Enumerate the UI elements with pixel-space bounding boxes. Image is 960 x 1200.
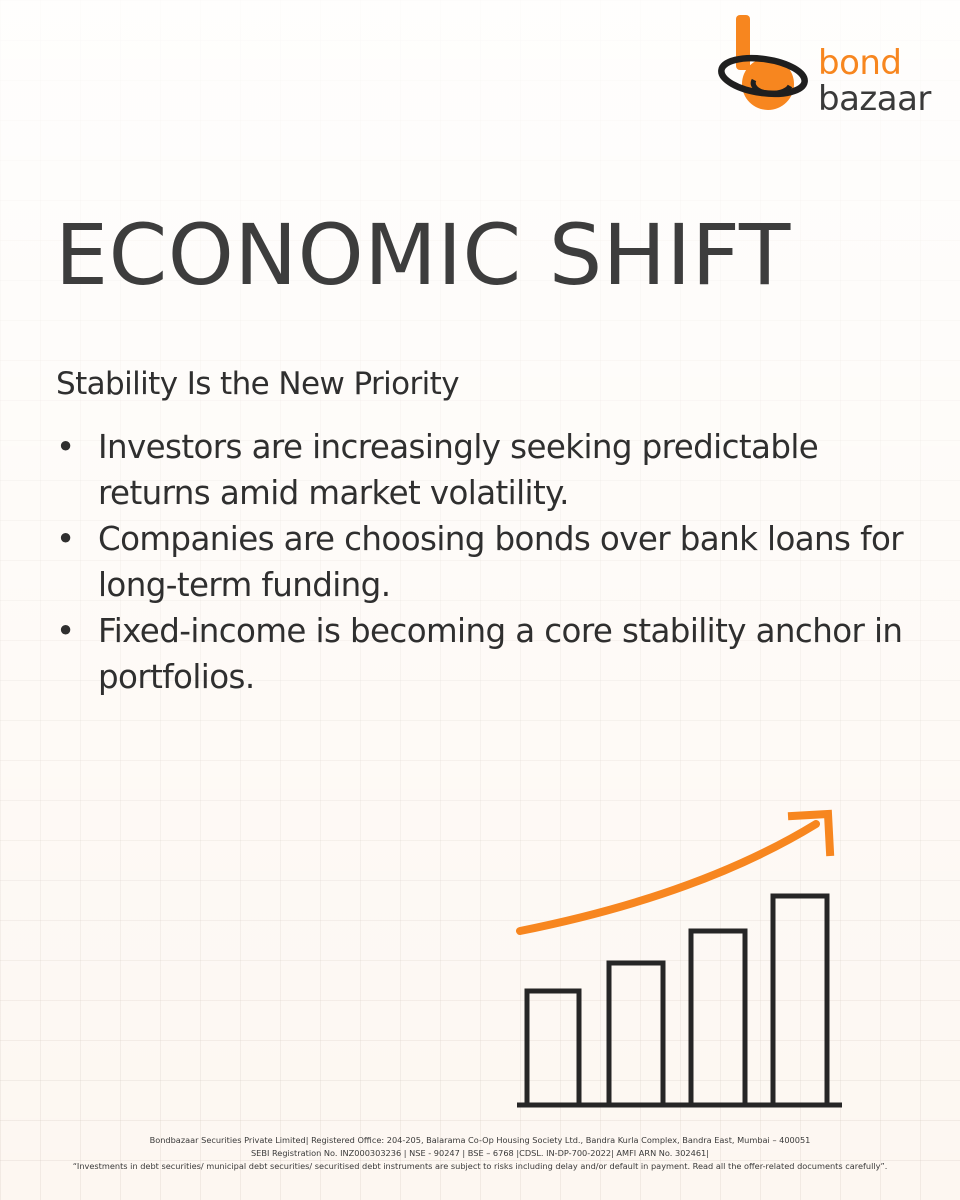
growth-bars: [527, 896, 827, 1105]
key-point: [56, 424, 936, 516]
logo-word-bond: bond: [818, 43, 902, 83]
key-point: [56, 516, 936, 608]
bullet-icon: •: [56, 612, 75, 650]
growth-bar-3: [691, 931, 745, 1105]
key-point: [56, 608, 936, 700]
bondbazaar-logo: [718, 12, 948, 119]
footer-registration-numbers: SEBI Registration No. INZ000303236 | NSE - 90247 | BSE – 6768 |CDSL. IN-DP-700-2022| AMFI ARN No. 302461|: [250, 1148, 710, 1158]
page-headline: ECONOMIC SHIFT: [55, 206, 791, 304]
key-point-text: Companies are choosing bonds over bank loans for long-term funding.: [98, 520, 903, 604]
bullet-icon: •: [56, 428, 75, 466]
growth-bar-chart-icon: [500, 800, 860, 1120]
key-point-text: Fixed-income is becoming a core stability anchor in portfolios.: [98, 612, 903, 696]
growth-bar-4: [773, 896, 827, 1105]
key-points-list: [56, 424, 936, 700]
bullet-icon: •: [56, 520, 75, 558]
footer-risk-disclaimer: “Investments in debt securities/ municipal debt securities/ securitised debt instruments are subject to risks including delay and/or default in payment. Read all the offer-related documents carefully”.: [72, 1161, 888, 1171]
b-ring-icon: [718, 12, 818, 112]
disclaimer-footer: [0, 1134, 960, 1173]
logo-word-bazaar: bazaar: [818, 79, 931, 119]
growth-bar-1: [527, 991, 579, 1105]
footer-registered-office: Bondbazaar Securities Private Limited| Registered Office: 204-205, Balarama Co-Op Housing Society Ltd., Bandra Kurla Complex, Bandra East, Mumbai – 400051: [149, 1135, 811, 1145]
page-subtitle: Stability Is the New Priority: [56, 366, 459, 402]
growth-bar-2: [609, 963, 663, 1105]
key-point-text: Investors are increasingly seeking predictable returns amid market volatility.: [98, 428, 819, 512]
